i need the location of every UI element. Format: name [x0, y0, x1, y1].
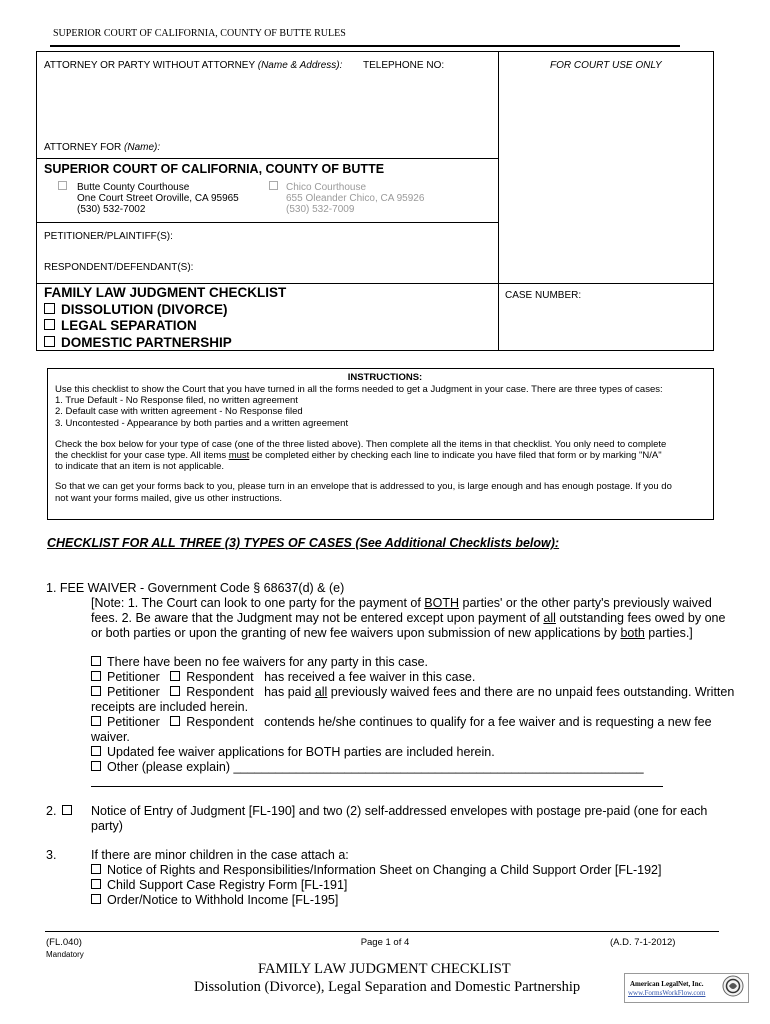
updated-applications-checkbox[interactable]	[91, 746, 101, 756]
fl191-checkbox[interactable]	[91, 879, 101, 889]
court-use-label: FOR COURT USE ONLY	[550, 60, 662, 71]
fee-option-paid: Petitioner Respondent has paid all previously waived fees and there are no unpaid fees outstanding. Written	[91, 685, 751, 700]
instructions-body: Use this checklist to show the Court that you have turned in all the forms needed to get a Judgment in your case. There are three types of cases: 1. True Default - No Response filed, no written agreement 2. Default case with written agreement - No Response filed 3. Uncontested - Appearance by both parties and a written agreement Check the box below for your type of case (one of the three listed above). Then complete all the items in that checklist. You only need to complete the checklist for your case type. All items must be completed either by checking each line to indicate you have filed that form or by marking "N/A" to indicate that an item is not applicable. So that we can get your forms back to you, please turn in an envelope that is addressed to you, is large enough and has enough postage. If you do not want your forms mailed, give us other instructions.	[55, 384, 672, 504]
fl195-checkbox[interactable]	[91, 894, 101, 904]
caption-divider	[498, 51, 499, 350]
fee-waiver-note: [Note: 1. The Court can look to one party for the payment of BOTH parties' or the other party's previously waived fees. 2. Be aware that the Judgment may not be entered except upon payment of all outstanding fees owed by one or both parties or upon the granting of new fee waivers upon submission of new applications by both parties.]	[91, 596, 726, 640]
chico-checkbox[interactable]	[269, 181, 278, 190]
oroville-option[interactable]: Butte County Courthouse One Court Street Oroville, CA 95965 (530) 532-7002	[58, 181, 239, 215]
chico-option[interactable]: Chico Courthouse 655 Oleander Chico, CA 95926 (530) 532-7009	[269, 181, 424, 215]
contends-respondent-checkbox[interactable]	[170, 716, 180, 726]
fl192-option: Notice of Rights and Responsibilities/Information Sheet on Changing a Child Support Order [FL-192]	[91, 863, 751, 878]
checklist-heading: CHECKLIST FOR ALL THREE (3) TYPES OF CASES (See Additional Checklists below):	[47, 536, 560, 550]
instructions-heading: INSTRUCTIONS:	[347, 372, 423, 383]
oroville-checkbox[interactable]	[58, 181, 67, 190]
petitioner-field[interactable]: PETITIONER/PLAINTIFF(S):	[44, 231, 173, 242]
mandatory-label: Mandatory	[46, 950, 84, 959]
header-rule	[50, 45, 680, 47]
court-name: SUPERIOR COURT OF CALIFORNIA, COUNTY OF BUTTE	[44, 162, 385, 176]
other-checkbox[interactable]	[91, 761, 101, 771]
fl191-option: Child Support Case Registry Form [FL-191]	[91, 878, 751, 893]
dissolution-checkbox[interactable]	[44, 303, 55, 314]
paid-petitioner-checkbox[interactable]	[91, 686, 101, 696]
item2-text: Notice of Entry of Judgment [FL-190] and two (2) self-addressed envelopes with postage pre-paid (one for each party)	[91, 804, 708, 833]
fee-option-received: Petitioner Respondent has received a fee waiver in this case.	[91, 670, 751, 685]
fee-waiver-options: There have been no fee waivers for any party in this case. Petitioner Respondent has received a fee waiver in this case. Petitioner Respondent has paid all previously waived fees and there are no unpaid fees outstanding. Written receipts are included herein. Petitioner Respondent contends he/she continues to qualify for a fee waiver and is requesting a new fee waiver. Updated fee waiver applications for BOTH parties are included herein. Other (please explain) ___________________________________________________________	[91, 655, 751, 775]
publisher-seal-icon	[722, 975, 744, 997]
paid-respondent-checkbox[interactable]	[170, 686, 180, 696]
fee-option-updated: Updated fee waiver applications for BOTH parties are included herein.	[91, 745, 751, 760]
form-id: (FL.040)	[46, 937, 82, 948]
item3-block: If there are minor children in the case attach a: Notice of Rights and Responsibilities/Information Sheet on Changing a Child Support Order [FL-192] Child Support Case Registry Form [FL-191] Order/Notice to Withhold Income [FL-195]	[91, 848, 751, 908]
footer-rule	[45, 931, 719, 932]
fee-option-no-waivers: There have been no fee waivers for any party in this case.	[91, 655, 751, 670]
attorney-for-field[interactable]: ATTORNEY FOR (Name):	[44, 142, 161, 153]
item3-number: 3.	[46, 848, 57, 862]
received-petitioner-checkbox[interactable]	[91, 671, 101, 681]
received-respondent-checkbox[interactable]	[170, 671, 180, 681]
legal-separation-checkbox[interactable]	[44, 319, 55, 330]
attorney-field[interactable]: ATTORNEY OR PARTY WITHOUT ATTORNEY (Name & Address):	[44, 60, 343, 71]
revision-date: (A.D. 7-1-2012)	[610, 937, 676, 948]
fee-option-other: Other (please explain) ___________________________________________________________	[91, 760, 751, 775]
domestic-partnership-checkbox[interactable]	[44, 336, 55, 347]
page-number: Page 1 of 4	[360, 937, 410, 948]
form-title-block: FAMILY LAW JUDGMENT CHECKLIST DISSOLUTION (DIVORCE) LEGAL SEPARATION DOMESTIC PARTNERSHIP	[44, 285, 287, 350]
footer-title: FAMILY LAW JUDGMENT CHECKLIST	[258, 961, 511, 977]
fl195-option: Order/Notice to Withhold Income [FL-195]	[91, 893, 751, 908]
no-waivers-checkbox[interactable]	[91, 656, 101, 666]
item2-checkbox[interactable]	[62, 805, 72, 815]
fl192-checkbox[interactable]	[91, 864, 101, 874]
fee-option-contends: Petitioner Respondent contends he/she continues to qualify for a fee waiver and is requesting a new fee	[91, 715, 751, 730]
case-number-field[interactable]: CASE NUMBER:	[505, 290, 582, 301]
form-title: FAMILY LAW JUDGMENT CHECKLIST	[44, 285, 287, 300]
respondent-field[interactable]: RESPONDENT/DEFENDANT(S):	[44, 262, 194, 273]
contends-petitioner-checkbox[interactable]	[91, 716, 101, 726]
other-explain-line[interactable]	[91, 786, 663, 787]
publisher-website[interactable]: www.FormsWorkFlow.com	[628, 989, 706, 997]
publisher-name: American LegalNet, Inc.	[630, 980, 704, 988]
telephone-field[interactable]: TELEPHONE NO:	[363, 60, 445, 71]
rule-title: SUPERIOR COURT OF CALIFORNIA, COUNTY OF BUTTE RULES	[53, 28, 346, 39]
fee-waiver-title: 1. FEE WAIVER - Government Code § 68637(d) & (e)	[46, 581, 345, 595]
item2-number: 2.	[46, 804, 78, 819]
footer-subtitle: Dissolution (Divorce), Legal Separation and Domestic Partnership	[194, 979, 581, 995]
